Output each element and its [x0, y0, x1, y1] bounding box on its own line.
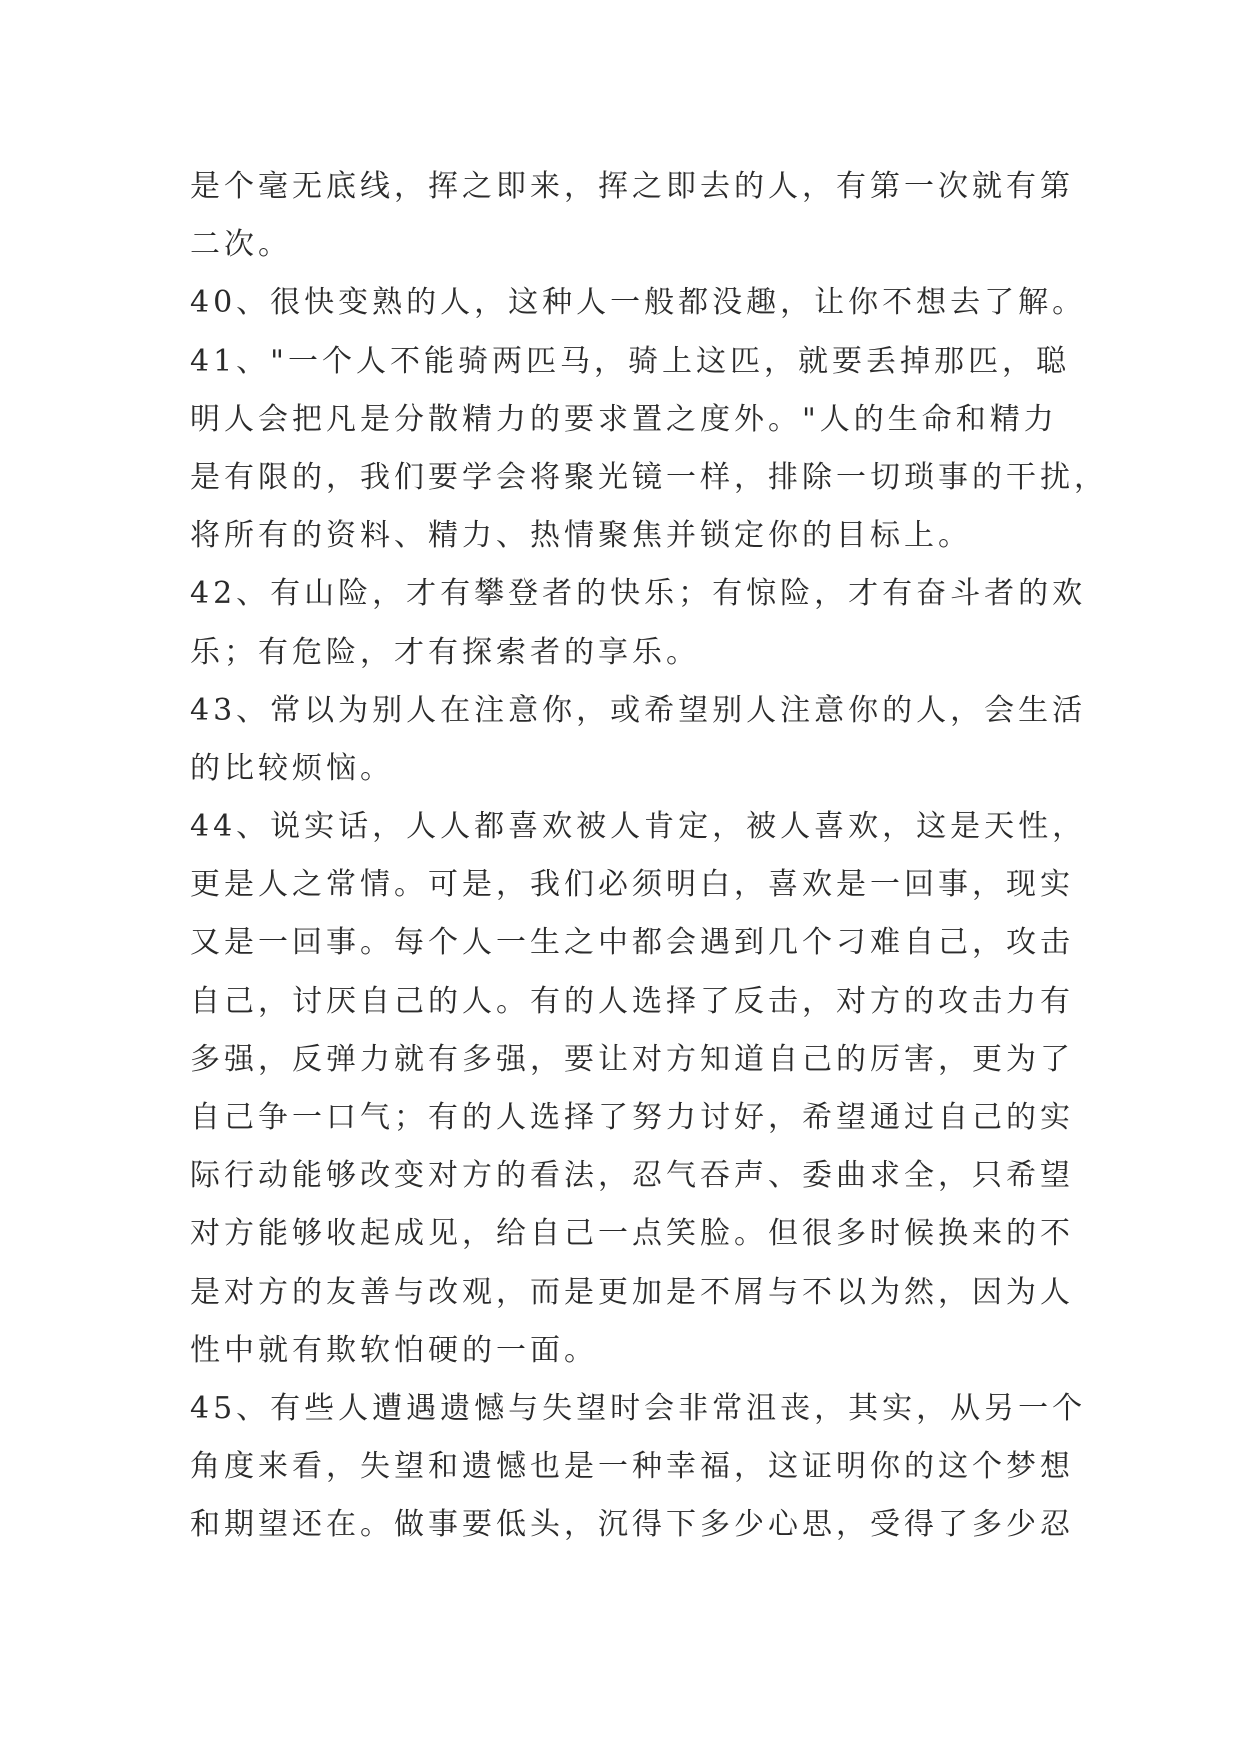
text-line: 二次。: [190, 227, 292, 263]
text-line: 将所有的资料、精力、热情聚焦并锁定你的目标上。: [190, 518, 972, 554]
text-line: 角度来看，失望和遗憾也是一种幸福，这证明你的这个梦想: [190, 1449, 1074, 1485]
text-line: 41、"一个人不能骑两匹马，骑上这匹，就要丢掉那匹，聪: [190, 343, 1070, 379]
text-line: 是对方的友善与改观，而是更加是不屑与不以为然，因为人: [190, 1274, 1074, 1310]
text-line: 44、说实话，人人都喜欢被人肯定，被人喜欢，这是天性，: [190, 809, 1087, 845]
text-line: 性中就有欺软怕硬的一面。: [190, 1332, 598, 1368]
text-line: 自己争一口气；有的人选择了努力讨好，希望通过自己的实: [190, 1100, 1074, 1135]
text-line: 45、有些人遭遇遗憾与失望时会非常沮丧，其实，从另一个: [190, 1390, 1087, 1426]
text-line: 和期望还在。做事要低头，沉得下多少心思，受得了多少忍: [190, 1507, 1074, 1543]
document-body: [190, 158, 1108, 1555]
text-line: 40、很快变熟的人，这种人一般都没趣，让你不想去了解。: [190, 285, 1087, 321]
text-line: 多强，反弹力就有多强，要让对方知道自己的厉害，更为了: [190, 1041, 1074, 1077]
text-line: 是有限的，我们要学会将聚光镜一样，排除一切琐事的干扰，: [190, 459, 1108, 495]
text-line: 际行动能够改变对方的看法，忍气吞声、委曲求全，只希望: [190, 1158, 1074, 1194]
text-line: 自己，讨厌自己的人。有的人选择了反击，对方的攻击力有: [190, 983, 1074, 1019]
text-line: 的比较烦恼。: [190, 750, 394, 786]
text-line: 更是人之常情。可是，我们必须明白，喜欢是一回事，现实: [190, 867, 1074, 903]
text-line: 明人会把凡是分散精力的要求置之度外。"人的生命和精力: [190, 401, 1058, 437]
text-line: 对方能够收起成见，给自己一点笑脸。但很多时候换来的不: [190, 1216, 1074, 1252]
text-line: 是个毫无底线，挥之即来，挥之即去的人，有第一次就有第: [190, 169, 1074, 204]
text-line: 乐；有危险，才有探索者的享乐。: [190, 634, 700, 670]
text-line: 42、有山险，才有攀登者的快乐；有惊险，才有奋斗者的欢: [190, 576, 1087, 612]
text-line: 又是一回事。每个人一生之中都会遇到几个刁难自己，攻击: [190, 925, 1074, 961]
text-line: 43、常以为别人在注意你，或希望别人注意你的人，会生活: [190, 692, 1087, 728]
